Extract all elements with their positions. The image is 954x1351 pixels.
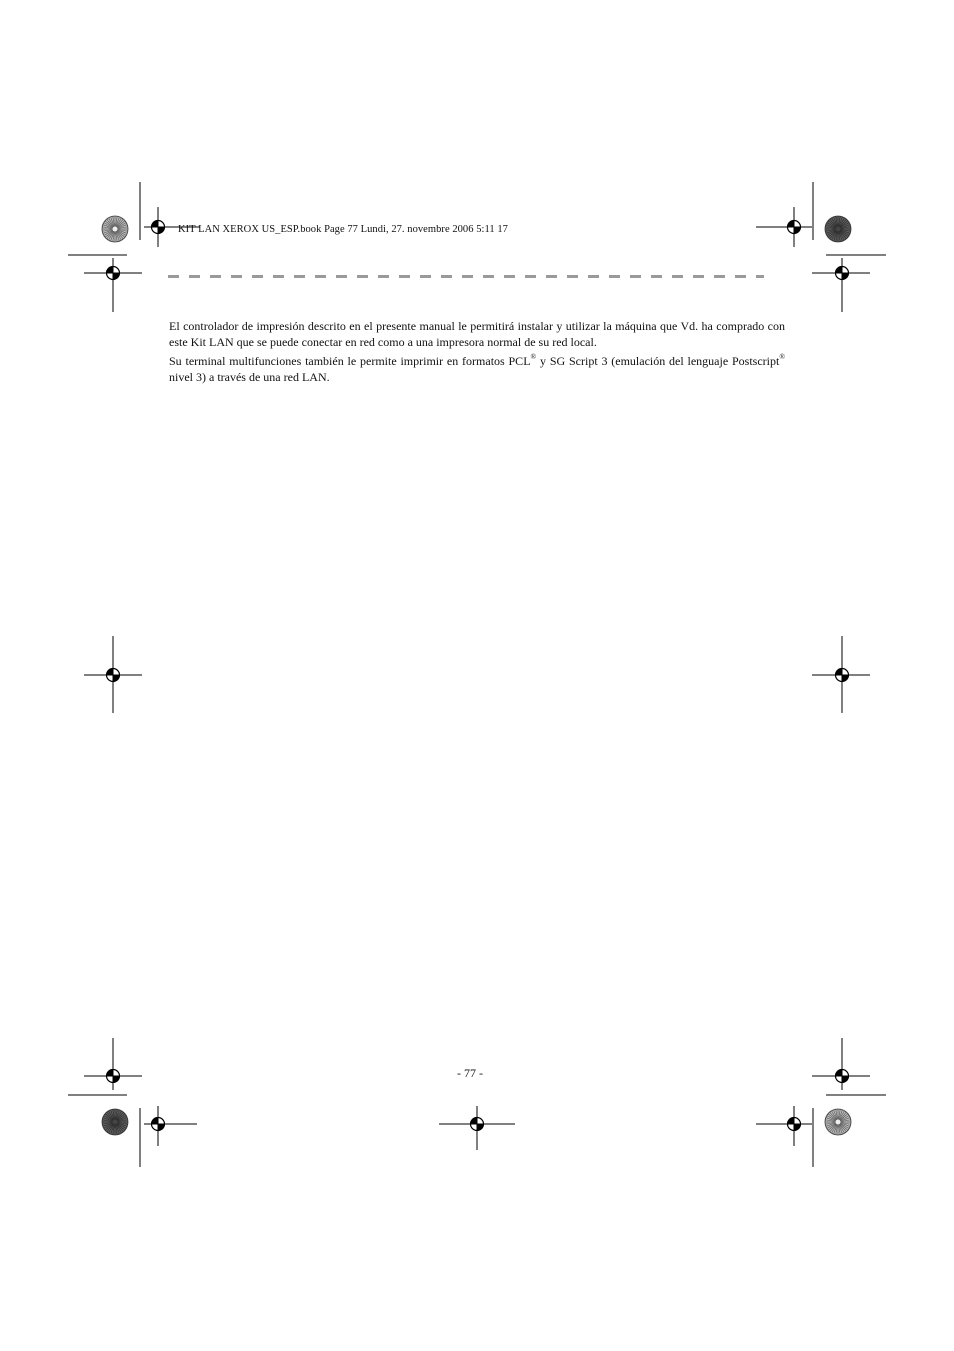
registration-mark-icon (144, 207, 200, 247)
color-target-icon (102, 1109, 128, 1135)
registered-mark: ® (779, 352, 786, 361)
registration-mark-icon (812, 258, 870, 312)
color-target-icon (825, 1109, 851, 1135)
registration-mark-icon (756, 1106, 812, 1146)
registration-mark-icon (812, 1038, 870, 1090)
registration-mark-icon (84, 636, 142, 713)
paragraph-2-text-b: y SG Script 3 (emulación del lenguaje Postscript (536, 354, 780, 368)
color-target-icon (102, 216, 128, 242)
registration-mark-icon (144, 1106, 197, 1146)
registration-mark-icon (812, 636, 870, 713)
registration-mark-icon (84, 258, 142, 312)
color-target-icon (825, 216, 851, 242)
body-paragraph-1: El controlador de impresión descrito en el presente manual le permitirá instalar y utilizar la máquina que Vd. ha comprado con este Kit LAN que se puede conectar en red como a una impresora normal de su red local. (169, 319, 785, 349)
book-header-line: KIT LAN XEROX US_ESP.book Page 77 Lundi, 27. novembre 2006 5:11 17 (178, 224, 508, 235)
registration-mark-icon (84, 1038, 142, 1090)
page-number: - 77 - (457, 1066, 483, 1080)
paragraph-2-text-c: nivel 3) a través de una red LAN. (169, 370, 330, 384)
registered-mark: ® (530, 352, 537, 361)
registration-mark-icon (756, 207, 812, 247)
paragraph-2-text-a: Su terminal multifunciones también le permite imprimir en formatos PCL (169, 354, 531, 368)
registration-mark-icon (439, 1106, 515, 1150)
